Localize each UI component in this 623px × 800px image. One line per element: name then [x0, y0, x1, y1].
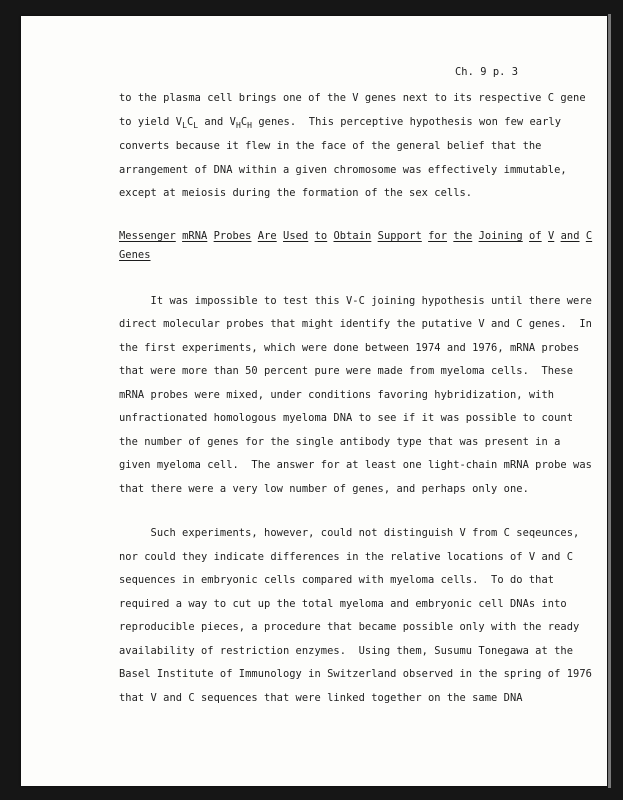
paragraph1-line5: except at meiosis during the formation of the sex cells. [119, 187, 473, 199]
paragraph3-line1: Such experiments, however, could not distinguish V from C seqeunces, [119, 527, 580, 539]
document-page [21, 16, 607, 786]
paragraph2-line2: direct molecular probes that might identify the putative V and C genes. In [119, 318, 592, 330]
paragraph2-line1: It was impossible to test this V-C joining hypothesis until there were [119, 295, 592, 307]
paragraph3-line3: sequences in embryonic cells compared with myeloma cells. To do that [119, 574, 555, 586]
paragraph2-line5: mRNA probes were mixed, under conditions favoring hybridization, with [119, 389, 555, 401]
paragraph3-line8: that V and C sequences that were linked together on the same DNA [119, 692, 523, 704]
paragraph1-line4: arrangement of DNA within a given chromosome was effectively immutable, [119, 164, 567, 176]
paragraph2-line6: unfractionated homologous myeloma DNA to see if it was possible to count [119, 412, 574, 424]
section-heading-line2: Genes [119, 249, 151, 261]
paragraph1-line2: to yield $V_LC_L$ and $V_HC_H$ genes. This perceptive hypothesis won few early [119, 116, 562, 130]
paragraph3-line7: Basel Institute of Immunology in Switzerland observed in the spring of 1976 [119, 668, 592, 680]
paragraph3-line6: availability of restriction enzymes. Using them, Susumu Tonegawa at the [119, 645, 574, 657]
paragraph2-line7: the number of genes for the single antibody type that was present in a [119, 436, 561, 448]
paragraph3-line4: required a way to cut up the total myeloma and embryonic cell DNAs into [119, 598, 567, 610]
page-reference: Ch. 9 p. 3 [455, 66, 519, 78]
paragraph3-line2: nor could they indicate differences in the relative locations of V and C [119, 551, 574, 563]
paragraph2-line4: that were more than 50 percent pure were made from myeloma cells. These [119, 365, 574, 377]
paragraph2-line3: the first experiments, which were done between 1974 and 1976, mRNA probes [119, 342, 580, 354]
paragraph2-line9: that there were a very low number of genes, and perhaps only one. [119, 483, 529, 495]
paragraph3-line5: reproducible pieces, a procedure that became possible only with the ready [119, 621, 580, 633]
paragraph1-line3: converts because it flew in the face of the general belief that the [119, 140, 542, 152]
section-heading-line1: Messenger mRNA Probes Are Used to Obtain Support for the Joining of V and C [119, 230, 593, 242]
paragraph2-line8: given myeloma cell. The answer for at least one light-chain mRNA probe was [119, 459, 592, 471]
paragraph1-line1: to the plasma cell brings one of the V genes next to its respective C gene [119, 92, 586, 104]
page-edge-shadow [608, 14, 611, 788]
